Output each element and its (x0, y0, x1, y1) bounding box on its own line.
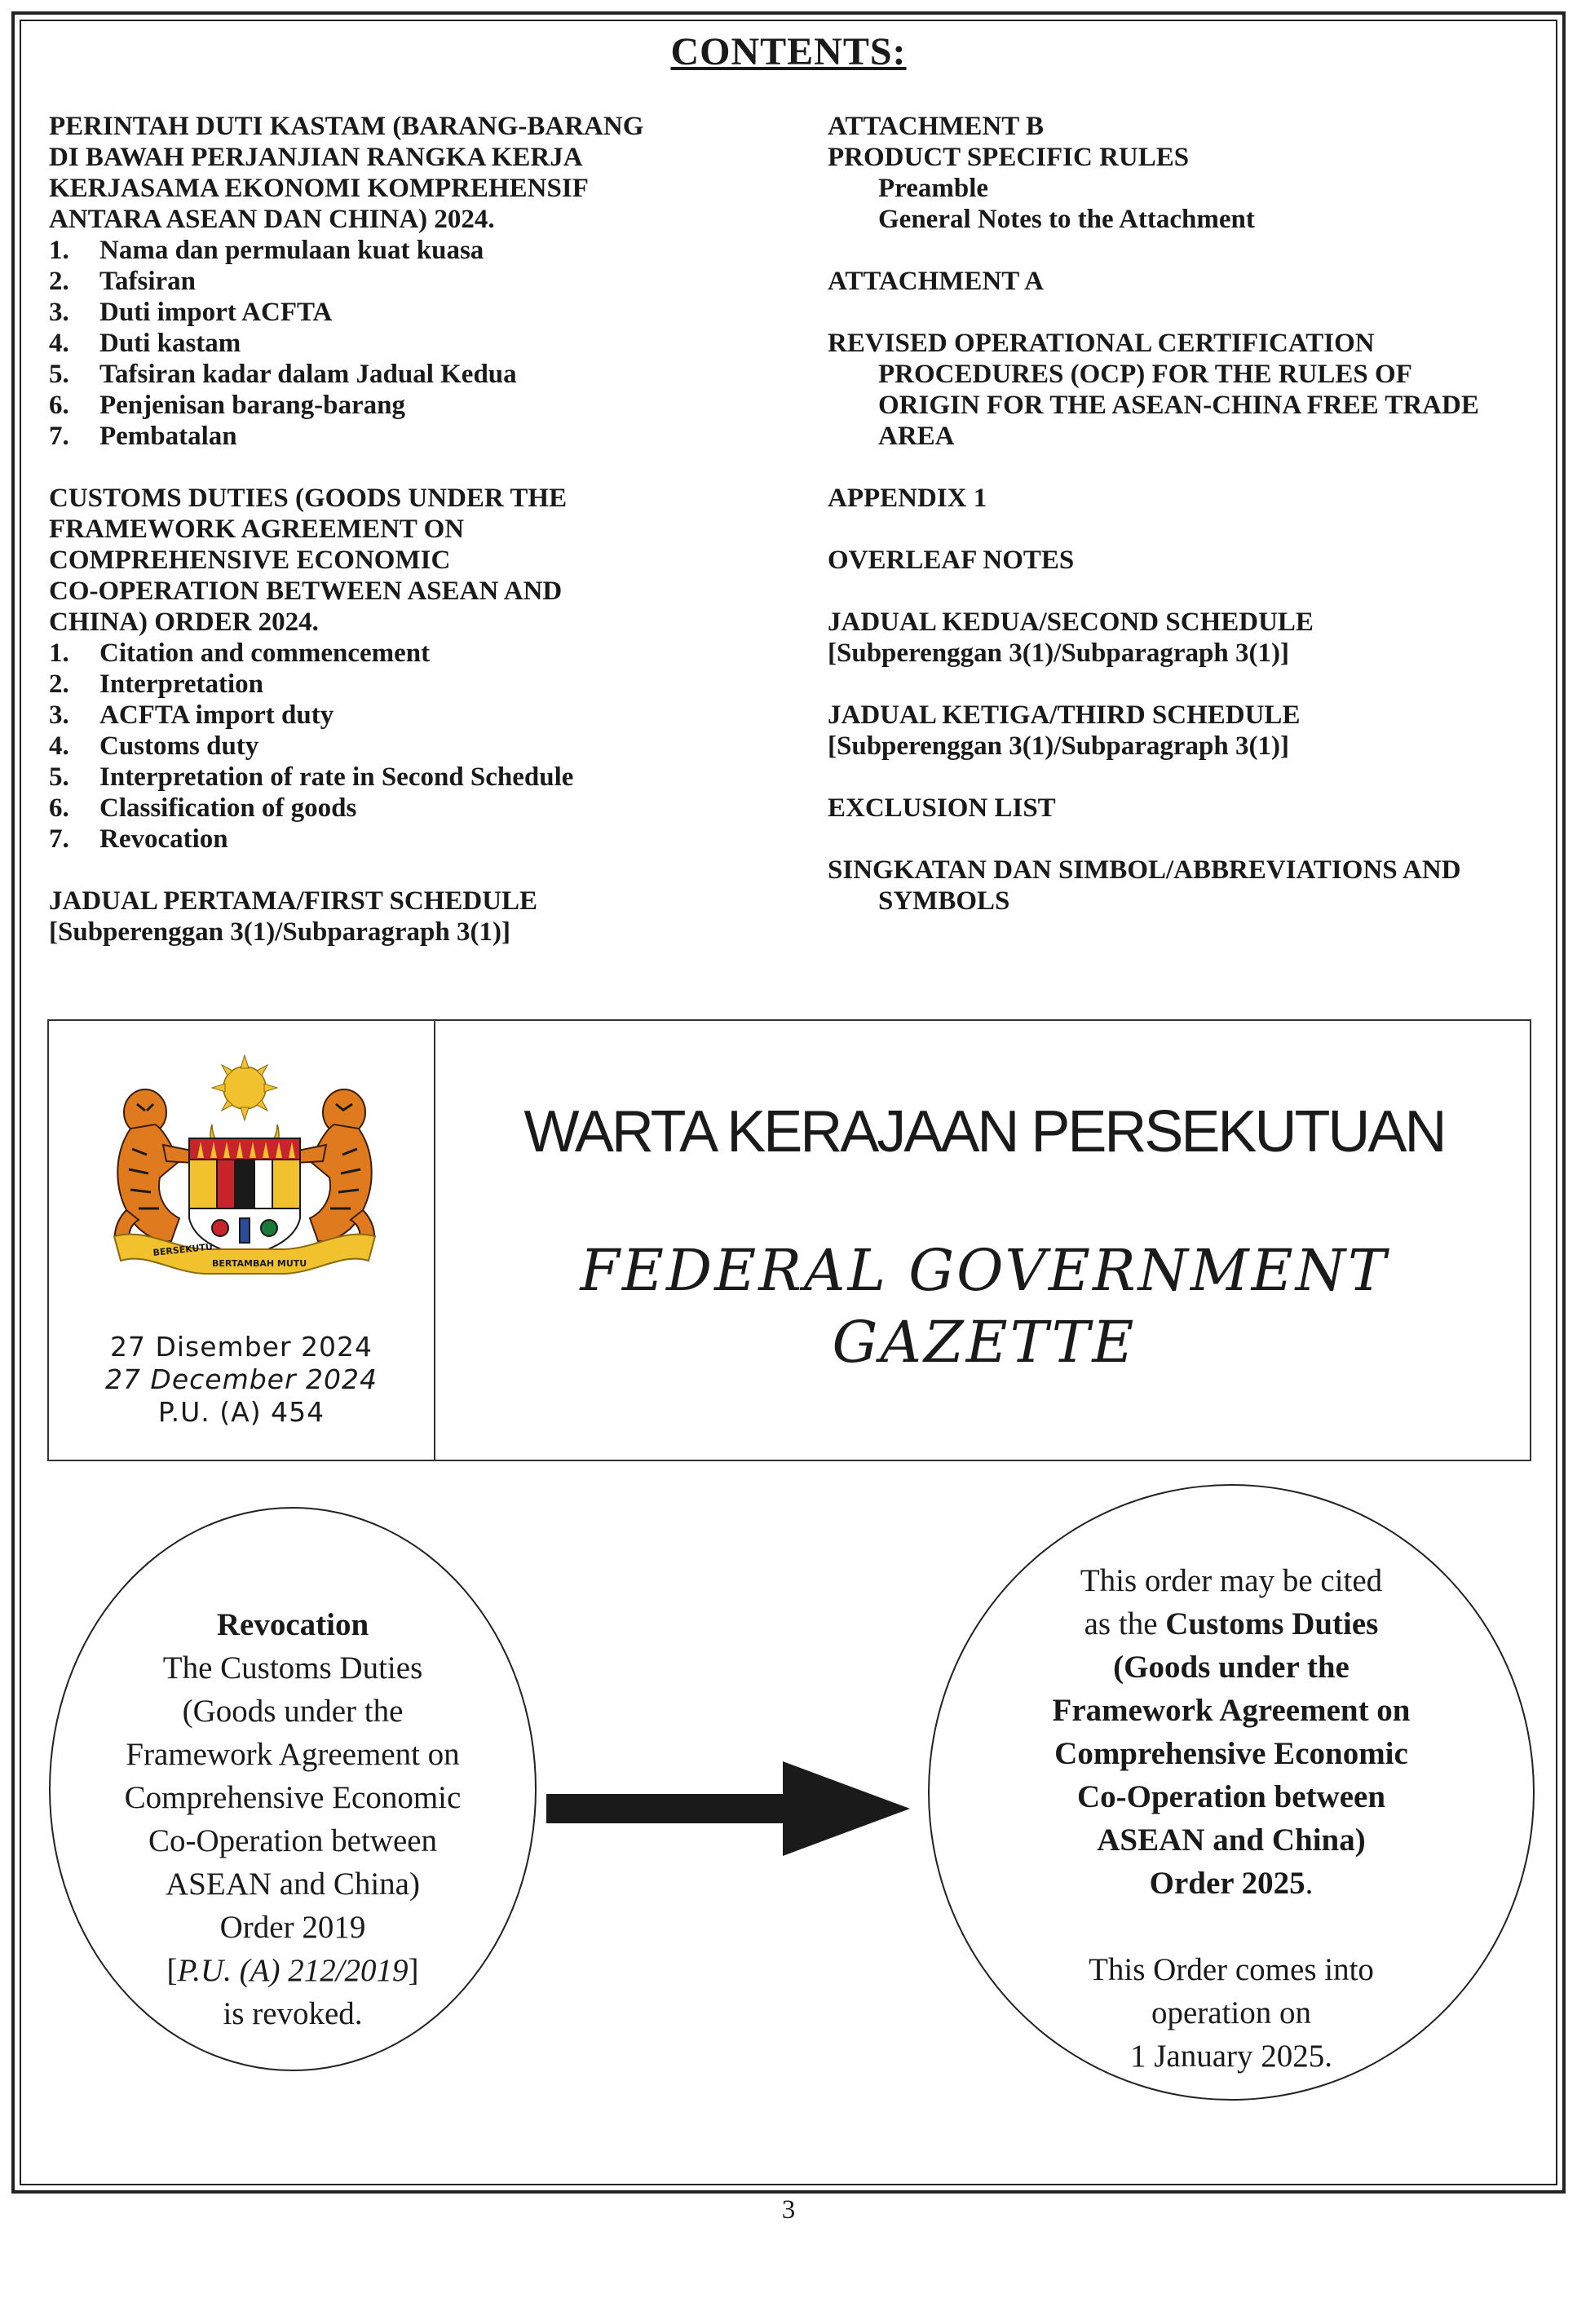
english-order-title-line: FRAMEWORK AGREEMENT ON (49, 515, 465, 544)
abbreviations-section (828, 855, 1545, 917)
contents-list-item (49, 421, 799, 452)
item-text: Nama dan permulaan kuat kuasa (99, 236, 484, 265)
contents-left-column (49, 111, 799, 979)
contents-list-item (49, 359, 799, 390)
item-text: Classification of goods (99, 793, 357, 823)
contents-list-item (49, 731, 799, 762)
contents-list-item (49, 669, 799, 700)
ocp-heading-line: AREA (878, 422, 955, 451)
third-schedule-heading: JADUAL KETIGA/THIRD SCHEDULE (828, 700, 1301, 730)
citation-intro: This order may be cited (1080, 1563, 1383, 1598)
crest-scroll-text: BERSEKUTU (152, 1241, 214, 1258)
tiger-left (115, 1089, 196, 1251)
spacer (928, 1905, 1535, 1948)
contents-list-item (49, 824, 799, 855)
second-schedule-heading: JADUAL KEDUA/SECOND SCHEDULE (828, 608, 1314, 637)
item-number: 6. (49, 793, 69, 823)
overleaf-section (828, 545, 1545, 576)
exclusion-heading: EXCLUSION LIST (828, 793, 1056, 823)
item-text: Citation and commencement (99, 638, 431, 668)
gazette-date-block (49, 1331, 434, 1429)
product-rules-heading: PRODUCT SPECIFIC RULES (828, 143, 1190, 172)
malay-order-title-line: DI BAWAH PERJANJIAN RANGKA KERJA (49, 143, 583, 172)
item-number: 1. (49, 236, 69, 265)
third-schedule-section (828, 700, 1545, 762)
contents-list-item (49, 700, 799, 731)
ocp-section (828, 328, 1545, 452)
item-text: Interpretation of rate in Second Schedule (99, 762, 574, 792)
english-order-section (49, 483, 799, 855)
bracket-open: [ (166, 1953, 178, 1988)
citation-text (928, 1559, 1535, 2078)
citation-title-line: Framework Agreement on (1052, 1693, 1411, 1728)
revocation-line: ASEAN and China) (166, 1867, 420, 1902)
english-order-title-line: CUSTOMS DUTIES (GOODS UNDER THE (49, 484, 568, 513)
malaysia-coat-of-arms-icon (82, 1047, 408, 1292)
item-number: 3. (49, 298, 69, 327)
operation-line: operation on (1151, 1995, 1312, 2030)
item-text: Duti kastam (99, 329, 241, 358)
item-number: 4. (49, 731, 69, 761)
date-english: 27 December 2024 (104, 1363, 378, 1395)
general-notes-item: General Notes to the Attachment (878, 205, 1255, 234)
gazette-masthead (47, 1019, 1531, 1461)
gazette-title-english-line: FEDERAL GOVERNMENT (580, 1237, 1389, 1304)
revocation-tail: is revoked. (223, 1996, 363, 2031)
attachment-b-section (828, 111, 1545, 235)
revoked-pu-reference: P.U. (A) 212/2019 (177, 1953, 409, 1988)
item-number: 5. (49, 360, 69, 389)
contents-list-item (49, 297, 799, 328)
citation-title-end (928, 1862, 1535, 1905)
contents-list-item (49, 638, 799, 669)
pu-number: P.U. (A) 454 (157, 1396, 325, 1428)
contents-title: CONTENTS: (670, 30, 907, 73)
abbreviations-heading-line: SYMBOLS (878, 886, 1010, 916)
gazette-title-malay: WARTA KERAJAAN PERSEKUTUAN (523, 1099, 1445, 1164)
preamble-item: Preamble (878, 174, 989, 203)
revocation-line: Comprehensive Economic (124, 1780, 462, 1815)
bracket-close: ] (408, 1953, 419, 1988)
item-number: 2. (49, 669, 69, 699)
item-text: Interpretation (99, 669, 264, 699)
item-number: 1. (49, 638, 69, 668)
item-number: 7. (49, 824, 69, 854)
overleaf-heading: OVERLEAF NOTES (828, 546, 1075, 575)
revocation-text (49, 1603, 537, 2035)
citation-as-the: as the (1084, 1606, 1158, 1641)
date-malay: 27 Disember 2024 (110, 1331, 373, 1363)
item-text: Penjenisan barang-barang (99, 391, 405, 420)
revocation-reference (49, 1949, 537, 1992)
item-number: 4. (49, 329, 69, 358)
revocation-line: The Customs Duties (162, 1650, 423, 1686)
english-order-title-line: COMPREHENSIVE ECONOMIC (49, 546, 451, 575)
contents-list-item (49, 266, 799, 297)
third-schedule-subparagraph: [Subperenggan 3(1)/Subparagraph 3(1)] (828, 731, 1289, 761)
contents-list-item (49, 390, 799, 421)
ocp-heading-line: PROCEDURES (OCP) FOR THE RULES OF (878, 360, 1412, 389)
item-text: Pembatalan (99, 422, 237, 451)
ocp-heading-line: ORIGIN FOR THE ASEAN-CHINA FREE TRADE (878, 391, 1479, 420)
page-number: 3 (781, 2195, 796, 2225)
revocation-line: (Goods under the (182, 1694, 404, 1729)
citation-intro-line (928, 1602, 1535, 1646)
english-order-title-line: CO-OPERATION BETWEEN ASEAN AND (49, 577, 563, 606)
appendix-heading: APPENDIX 1 (828, 484, 987, 513)
ocp-heading-line: REVISED OPERATIONAL CERTIFICATION (828, 329, 1375, 358)
contents-list-item (49, 793, 799, 824)
item-text: Revocation (99, 824, 228, 854)
malay-order-title-line: KERJASAMA EKONOMI KOMPREHENSIF (49, 174, 589, 203)
operation-date: 1 January 2025. (1129, 2039, 1333, 2074)
item-text: ACFTA import duty (99, 700, 334, 730)
crest-scroll-text: BERTAMBAH MUTU (212, 1258, 307, 1269)
second-schedule-subparagraph: [Subperenggan 3(1)/Subparagraph 3(1)] (828, 638, 1289, 668)
contents-list-item (49, 235, 799, 266)
revocation-heading: Revocation (216, 1607, 369, 1642)
second-schedule-section (828, 607, 1545, 669)
citation-title-line: ASEAN and China) (1097, 1823, 1366, 1858)
exclusion-section (828, 793, 1545, 824)
operation-line: This Order comes into (1089, 1952, 1374, 1987)
malay-order-title-line: PERINTAH DUTI KASTAM (BARANG-BARANG (49, 112, 644, 141)
malay-order-section (49, 111, 799, 452)
revocation-line: Order 2019 (219, 1910, 366, 1945)
appendix-section (828, 483, 1545, 514)
item-number: 6. (49, 391, 69, 420)
gazette-title-english-line: GAZETTE (832, 1309, 1137, 1376)
revocation-line: Framework Agreement on (126, 1737, 460, 1772)
abbreviations-heading-line: SINGKATAN DAN SIMBOL/ABBREVIATIONS AND (828, 855, 1461, 885)
tiger-right (294, 1089, 374, 1251)
contents-list-item (49, 762, 799, 793)
item-number: 7. (49, 422, 69, 451)
citation-title-line: Co-Operation between (1076, 1779, 1386, 1814)
item-text: Tafsiran kadar dalam Jadual Kedua (99, 360, 517, 389)
revocation-line: Co-Operation between (148, 1823, 438, 1858)
item-text: Duti import ACFTA (99, 298, 333, 327)
first-schedule-section (49, 886, 799, 948)
attachment-b-heading: ATTACHMENT B (828, 112, 1044, 141)
item-text: Customs duty (99, 731, 259, 761)
citation-title-start: Customs Duties (1165, 1606, 1379, 1641)
attachment-a-section (828, 266, 1545, 297)
item-text: Tafsiran (99, 267, 196, 296)
item-number: 2. (49, 267, 69, 296)
citation-order-year: Order 2025 (1149, 1866, 1305, 1901)
citation-period: . (1305, 1866, 1314, 1901)
first-schedule-heading: JADUAL PERTAMA/FIRST SCHEDULE (49, 886, 538, 916)
english-order-title-line: CHINA) ORDER 2024. (49, 608, 319, 637)
right-arrow-icon (545, 1760, 913, 1858)
shield (189, 1138, 300, 1256)
first-schedule-subparagraph: [Subperenggan 3(1)/Subparagraph 3(1)] (49, 917, 510, 947)
citation-title-line: (Goods under the (1113, 1650, 1350, 1685)
gazette-title-english (435, 1235, 1533, 1378)
citation-title-line: Comprehensive Economic (1054, 1736, 1408, 1771)
contents-list-item (49, 328, 799, 359)
malay-order-title-line: ANTARA ASEAN DAN CHINA) 2024. (49, 205, 495, 234)
attachment-a-heading: ATTACHMENT A (828, 267, 1044, 296)
item-number: 5. (49, 762, 69, 792)
contents-right-column (828, 111, 1545, 948)
item-number: 3. (49, 700, 69, 730)
